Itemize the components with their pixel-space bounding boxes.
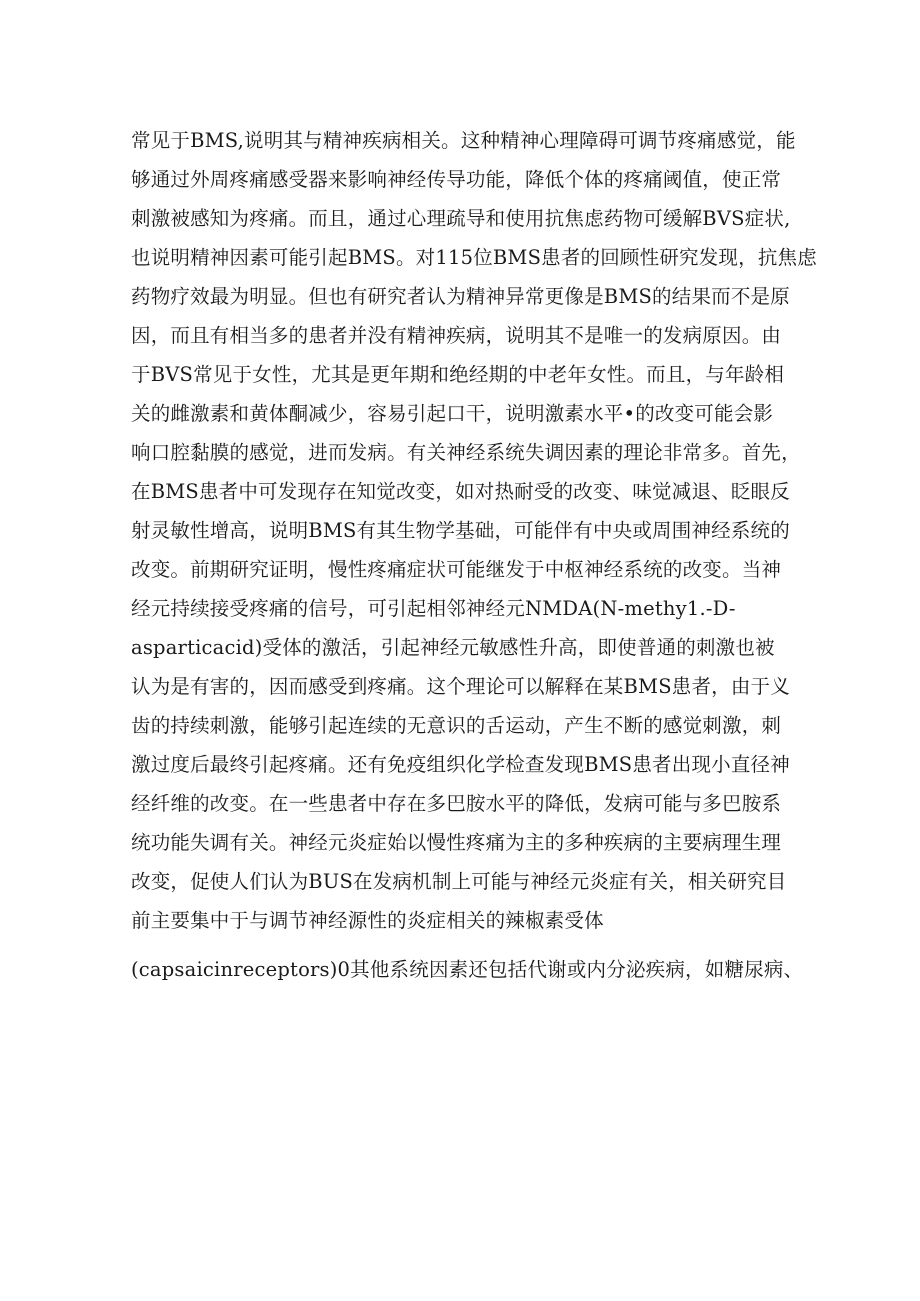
- text-line: 激过度后最终引起疼痛。还有免疫组织化学检查发现BMS患者出现小直径神: [131, 753, 790, 776]
- text-line: 经纤维的改变。在一些患者中存在多巴胺水平的降低，发病可能与多巴胺系: [131, 792, 782, 815]
- text-line: (capsaicinreceptors)0其他系统因素还包括代谢或内分泌疾病，如糖尿病、: [131, 958, 804, 981]
- text-line: 认为是有害的，因而感受到疼痛。这个理论可以解释在某BMS患者，由于义: [131, 675, 790, 698]
- text-line: 响口腔黏膜的感觉，进而发病。有关神经系统失调因素的理论非常多。首先，: [131, 441, 801, 464]
- text-line: 常见于BMS,说明其与精神疾病相关。这种精神心理障碍可调节疼痛感觉，能: [131, 129, 796, 152]
- text-line: 统功能失调有关。神经元炎症始以慢性疼痛为主的多种疾病的主要病理生理: [131, 831, 782, 854]
- text-line: 射灵敏性增高，说明BMS有其生物学基础，可能伴有中央或周围神经系统的: [131, 519, 790, 542]
- body-paragraph: [131, 121, 817, 989]
- text-line: asparticacid)受体的激活，引起神经元敏感性升高，即使普通的刺激也被: [131, 636, 775, 659]
- text-line: 在BMS患者中可发现存在知觉改变，如对热耐受的改变、味觉减退、眨眼反: [131, 480, 790, 503]
- text-line: 关的雌激素和黄体酮减少，容易引起口干，说明激素水平•的改变可能会影: [131, 402, 774, 425]
- text-line: 药物疗效最为明显。但也有研究者认为精神异常更像是BMS的结果而不是原: [131, 285, 790, 308]
- text-line: 也说明精神因素可能引起BMS。对115位BMS患者的回顾性研究发现，抗焦虑: [131, 246, 817, 269]
- text-line: 前主要集中于与调节神经源性的炎症相关的辣椒素受体: [131, 909, 604, 932]
- text-line: 够通过外周疼痛感受器来影响神经传导功能，降低个体的疼痛阈值，使正常: [131, 168, 782, 191]
- text-line: 改变，促使人们认为BUS在发病机制上可能与神经元炎症有关，相关研究目: [131, 870, 787, 893]
- text-line: 改变。前期研究证明，慢性疼痛症状可能继发于中枢神经系统的改变。当神: [131, 558, 782, 581]
- text-line: 于BVS常见于女性，尤其是更年期和绝经期的中老年女性。而且，与年龄相: [131, 363, 785, 386]
- text-line: 刺激被感知为疼痛。而且，通过心理疏导和使用抗焦虑药物可缓解BVS症状,: [131, 207, 791, 230]
- text-line: 因，而且有相当多的患者并没有精神疾病，说明其不是唯一的发病原因。由: [131, 324, 782, 347]
- text-line: 经元持续接受疼痛的信号，可引起相邻神经元NMDA(N-methy1.-D-: [131, 597, 736, 620]
- text-line: 齿的持续刺激，能够引起连续的无意识的舌运动，产生不断的感觉刺激，刺: [131, 714, 782, 737]
